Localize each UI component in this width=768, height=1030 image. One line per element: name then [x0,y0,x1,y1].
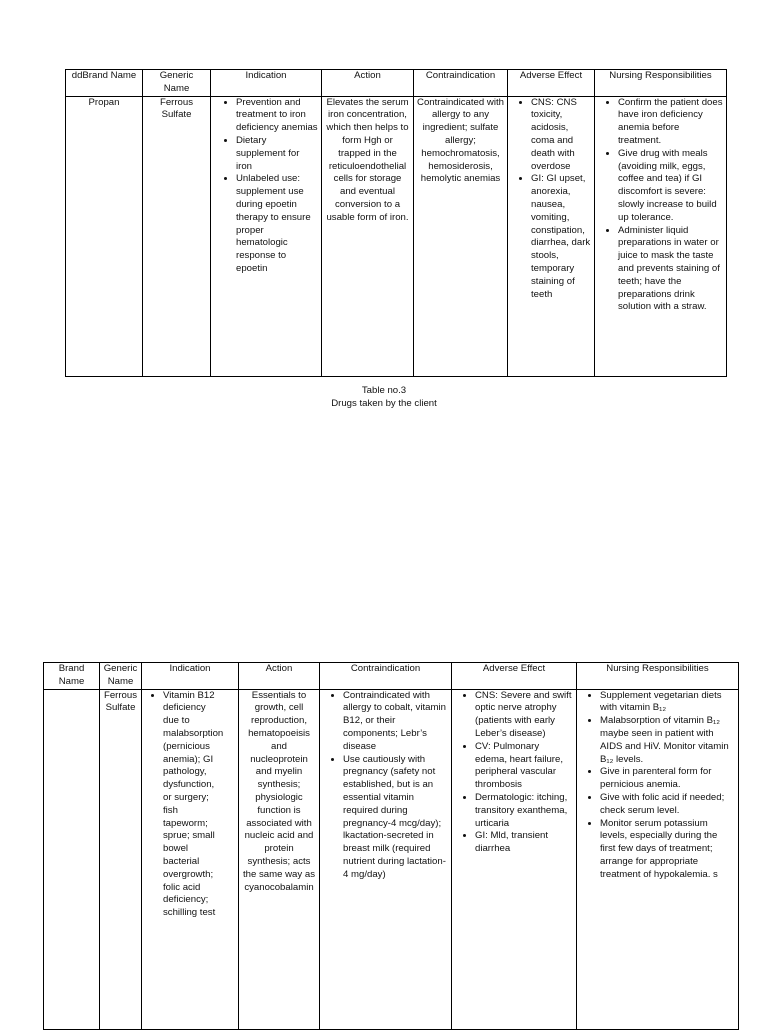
header-indication: Indication [142,663,239,690]
action-cell: Elevates the serum iron concentration, which then helps to form Hgh or trapped in the reticuloendothelial cells for storage and eventual conversion to a usable form of iron. [322,96,414,376]
header-nursing-responsibilities: Nursing Responsibilities [577,663,739,690]
list-item: • Prevention and treatment to iron deficiency anemias [236,97,318,135]
indication-cell [142,689,239,1029]
list-item: • Supplement vegetarian diets with vitamin B₁₂ [600,690,735,716]
list-item: • CNS: Severe and swift optic nerve atrophy (patients with early Leber’s disease) [475,690,573,741]
list-item: • Give drug with meals (avoiding milk, eggs, coffee and tea) if GI discomfort is severe: slowly increase to build up tolerance. [618,148,723,225]
nursing-responsibilities-cell [577,689,739,1029]
list-item: • Contraindicated with allergy to cobalt, vitamin B12, or their components; Lebr’s disease [343,690,448,754]
list-item: • Administer liquid preparations in water or juice to mask the taste and prevents staining of teeth; have the preparations drink solution with a straw. [618,225,723,315]
header-action: Action [239,663,320,690]
header-brand-name: ddBrand Name [66,70,143,97]
list-item: • Confirm the patient does have iron deficiency anemia before treatment. [618,97,723,148]
header-generic-name: Generic Name [143,70,211,97]
list-item: • GI: Mld, transient diarrhea [475,830,573,856]
brand-name-cell: Propan [66,96,143,376]
indication-cell [211,96,322,376]
caption-title: Table no.3 [361,385,407,396]
header-adverse-effect: Adverse Effect [508,70,595,97]
caption-subtitle: Drugs taken by the client [331,397,437,409]
list-item: • Give in parenteral form for pernicious anemia. [600,766,735,792]
table-row [66,96,727,376]
list-item: • GI: GI upset, anorexia, nausea, vomiting, constipation, diarrhea, dark stools, temporary staining of teeth [531,173,591,301]
adverse-effect-cell [508,96,595,376]
header-indication: Indication [211,70,322,97]
table-row [44,689,739,1029]
list-item: • Give with folic acid if needed; check serum level. [600,792,735,818]
list-item: • Unlabeled use: supplement use during epoetin therapy to ensure proper hematologic response to epoetin [236,173,318,275]
header-nursing-responsibilities: Nursing Responsibilities [595,70,727,97]
adverse-effect-cell [452,689,577,1029]
generic-name-cell: Ferrous Sulfate [100,689,142,1029]
header-contraindication: Contraindication [320,663,452,690]
header-row [66,70,727,97]
action-cell: Essentials to growth, cell reproduction, hematopoeisis and nucleoprotein and myelin synthesis; physiologic function is associated with nucleic acid and protein synthesis; acts the same way as cyanocobalamin [239,689,320,1029]
table-caption [0,385,768,411]
contraindication-cell [320,689,452,1029]
header-adverse-effect: Adverse Effect [452,663,577,690]
drug-table-2 [43,662,739,1030]
list-item: • Dietary supplement for iron [236,135,318,173]
contraindication-cell: Contraindicated with allergy to any ingredient; sulfate allergy; hemochromatosis, hemosiderosis, hemolytic anemias [414,96,508,376]
header-brand-name: Brand Name [44,663,100,690]
header-generic-name: Generic Name [100,663,142,690]
list-item: • CV: Pulmonary edema, heart failure, peripheral vascular thrombosis [475,741,573,792]
header-row [44,663,739,690]
nursing-responsibilities-cell [595,96,727,376]
list-item: • Malabsorption of vitamin B₁₂ maybe seen in patient with AIDS and HiV. Monitor vitamin B₁₂ levels. [600,715,735,766]
header-contraindication: Contraindication [414,70,508,97]
list-item: • Use cautiously with pregnancy (safety not established, but is an essential vitamin required during pregnancy-4 mcg/day); lkactation-secreted in breast milk (required nutrient during lactation-4 mg/day) [343,754,448,882]
list-item: • Monitor serum potassium levels, especially during the first few days of treatment; arrange for appropriate treatment of hypokalemia. s [600,818,735,882]
list-item: • CNS: CNS toxicity, acidosis, coma and death with overdose [531,97,591,174]
list-item: • Vitamin B12 deficiency due to malabsorption (pernicious anemia); GI pathology, dysfunction, or surgery; fish tapeworm; sprue; small bowel bacterial overgrowth; folic acid deficiency; schilling test [163,690,223,920]
list-item: • Dermatologic: itching, transitory exanthema, urticaria [475,792,573,830]
header-action: Action [322,70,414,97]
generic-name-cell: Ferrous Sulfate [143,96,211,376]
drug-table-1 [65,69,727,377]
brand-name-cell [44,689,100,1029]
